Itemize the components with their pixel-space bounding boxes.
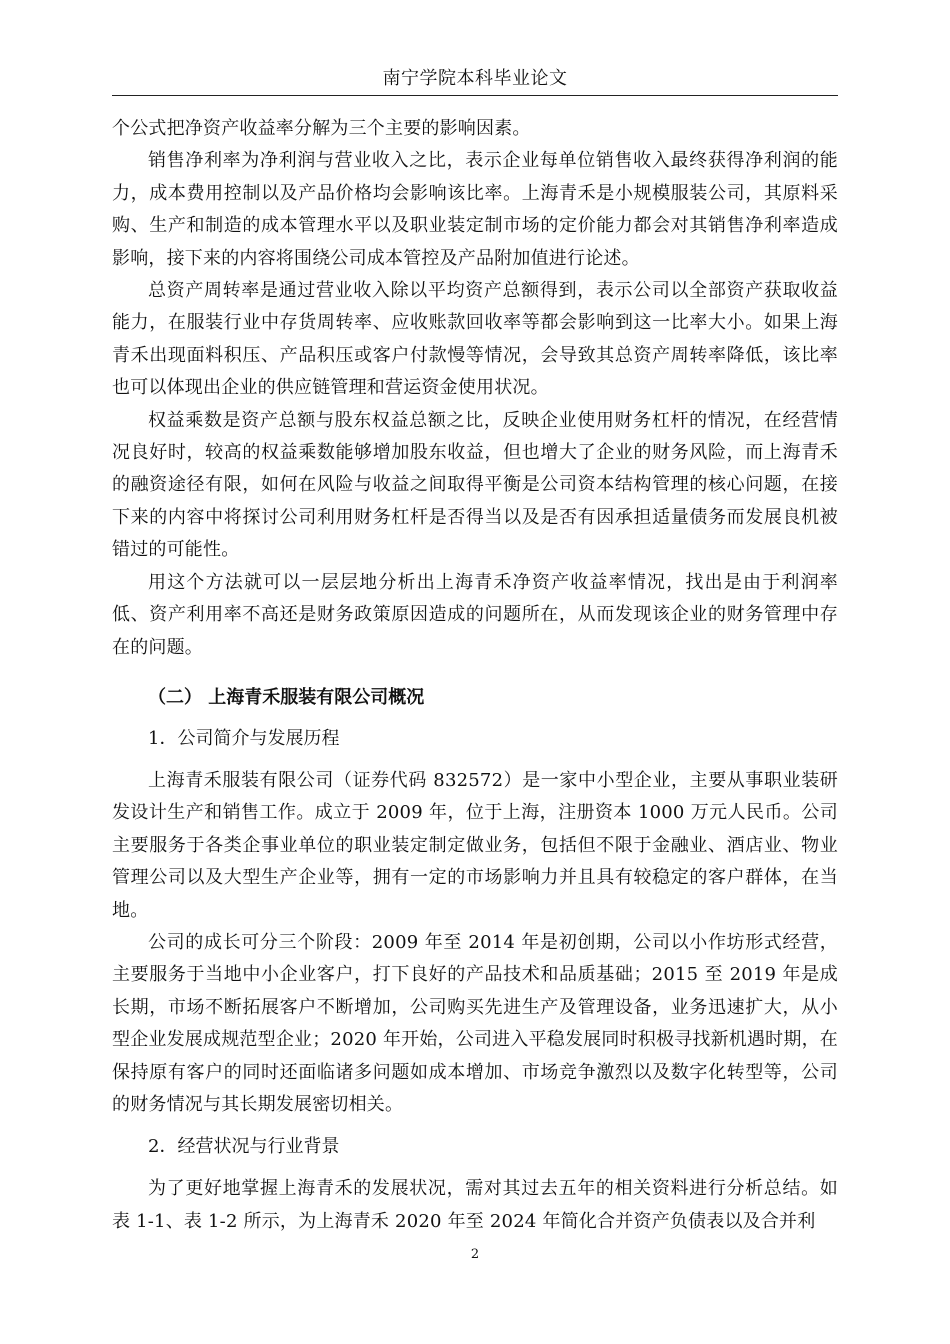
paragraph-operations: 为了更好地掌握上海青禾的发展状况，需对其过去五年的相关资料进行分析总结。如表 1-1、表 1-2 所示，为上海青禾 2020 年至 2024 年简化合并资产负债表以及合并利 [112,1178,838,1232]
section-heading: （二） 上海青禾服装有限公司概况 [148,686,425,708]
paragraph-analysis-summary: 用这个方法就可以一层层地分析出上海青禾净资产收益率情况，找出是由于利润率低、资产利用率不高还是财务政策原因造成的问题所在，从而发现该企业的财务管理中存在的问题。 [112,571,838,658]
page-number: 2 [470,1247,480,1262]
paragraph-development-stages: 公司的成长可分三个阶段：2009 年至 2014 年是初创期，公司以小作坊形式经营，主要服务于当地中小企业客户，打下良好的产品技术和品质基础；2015 至 2019 年是成长期，市场不断拓展客户不断增加，公司购买先进生产及管理设备，业务迅速扩大，从小型企业发展成规范型企业；2020 年开始，公司进入平稳发展同时积极寻找新机遇时期，在保持原有客户的同时还面临诸多问题如成本增加、市场竞争激烈以及数字化转型等，公司的财务情况与其长期发展密切相关。 [112,931,838,1115]
header-divider [112,95,838,96]
paragraph-company-profile: 上海青禾服装有限公司（证券代码 832572）是一家中小型企业，主要从事职业装研发设计生产和销售工作。成立于 2009 年，位于上海，注册资本 1000 万元人民币。公司主要服务于各类企事业单位的职业装定制定做业务，包括但不限于金融业、酒店业、物业管理公司以及大型生产企业等，拥有一定的市场影响力并且具有较稳定的客户群体，在当地。 [112,769,838,921]
body-text [112,113,838,1238]
paragraph-asset-turnover: 总资产周转率是通过营业收入除以平均资产总额得到，表示公司以全部资产获取收益能力，在服装行业中存货周转率、应收账款回收率等都会影响到这一比率大小。如果上海青禾出现面料积压、产品积压或客户付款慢等情况，会导致其总资产周转率降低，该比率也可以体现出企业的供应链管理和营运资金使用状况。 [112,280,838,399]
subsection-heading-operations: 2．经营状况与行业背景 [148,1136,340,1158]
paragraph-net-profit-margin: 销售净利率为净利润与营业收入之比，表示企业每单位销售收入最终获得净利润的能力，成本费用控制以及产品价格均会影响该比率。上海青禾是小规模服装公司，其原料采购、生产和制造的成本管理水平以及职业装定制市场的定价能力都会对其销售净利率造成影响，接下来的内容将围绕公司成本管控及产品附加值进行论述。 [112,150,838,269]
paragraph-continuation: 个公式把净资产收益率分解为三个主要的影响因素。 [112,118,531,139]
running-header: 南宁学院本科毕业论文 [382,68,568,89]
subsection-heading-company-profile: 1．公司简介与发展历程 [148,727,340,749]
paragraph-equity-multiplier: 权益乘数是资产总额与股东权益总额之比，反映企业使用财务杠杆的情况，在经营情况良好时，较高的权益乘数能够增加股东收益，但也增大了企业的财务风险，而上海青禾的融资途径有限，如何在风险与收益之间取得平衡是公司资本结构管理的核心问题，在接下来的内容中将探讨公司利用财务杠杆是否得当以及是否有因承担适量债务而发展良机被错过的可能性。 [112,409,838,561]
